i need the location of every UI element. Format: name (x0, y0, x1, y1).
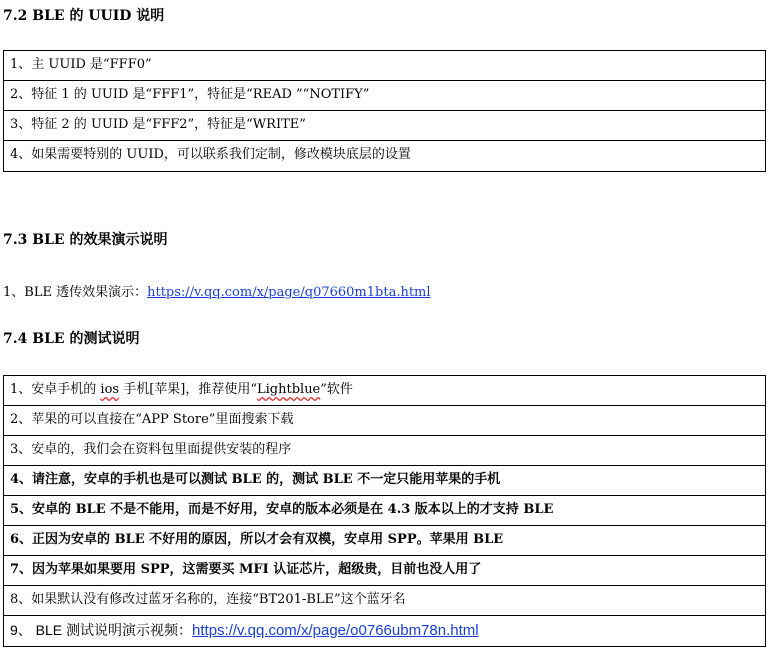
table-row (4, 376, 765, 406)
table-row (4, 616, 765, 646)
table-row: 2、苹果的可以直接在“APP Store”里面搜索下载 (4, 406, 765, 436)
uuid-table (3, 50, 766, 172)
demo-paragraph (3, 281, 431, 300)
table-row: 6、正因为安卓的 BLE 不好用的原因，所以才会有双模，安卓用 SPP。苹果用 BLE (4, 526, 765, 556)
section-7-3-title: 7.3 BLE 的效果演示说明 (3, 232, 168, 248)
table-row: 4、如果需要特别的 UUID，可以联系我们定制，修改模块底层的设置 (10, 147, 411, 162)
row-text: Lightblue (257, 382, 321, 397)
demo-prefix: 1、BLE 透传效果演示： (3, 285, 148, 300)
row-text: ”软件 (320, 382, 353, 397)
table-row: 3、安卓的，我们会在资料包里面提供安装的程序 (4, 436, 765, 466)
table-row: 3、特征 2 的 UUID 是“FFF2”，特征是“WRITE” (4, 111, 765, 141)
row-text: ios (100, 382, 120, 397)
table-row: 4、请注意，安卓的手机也是可以测试 BLE 的，测试 BLE 不一定只能用苹果的手机 (4, 466, 765, 496)
table-row: 7、因为苹果如果要用 SPP，这需要买 MFI 认证芯片，超级贵，目前也没人用了 (4, 556, 765, 586)
video-prefix: 9、 BLE 测试说明演示视频： (10, 622, 193, 638)
section-7-2-title: 7.2 BLE 的 UUID 说明 (3, 8, 165, 24)
row-text: 1、安卓手机的 (10, 382, 101, 397)
video-link[interactable]: https://v.qq.com/x/page/o0766ubm78n.html (192, 622, 479, 639)
test-table (3, 375, 766, 647)
row-text: 手机[苹果]，推荐使用“ (119, 382, 257, 397)
table-row: 8、如果默认没有修改过蓝牙名称的，连接“BT201-BLE”这个蓝牙名 (4, 586, 765, 616)
demo-link[interactable]: https://v.qq.com/x/page/q07660m1bta.html (147, 285, 431, 300)
table-row: 2、特征 1 的 UUID 是“FFF1”，特征是“READ ”“NOTIFY” (4, 81, 765, 111)
section-7-4-title: 7.4 BLE 的测试说明 (3, 331, 140, 347)
table-row: 1、主 UUID 是“FFF0” (4, 51, 765, 81)
table-row: 5、安卓的 BLE 不是不能用，而是不好用，安卓的版本必须是在 4.3 版本以上的才支持 BLE (4, 496, 765, 526)
